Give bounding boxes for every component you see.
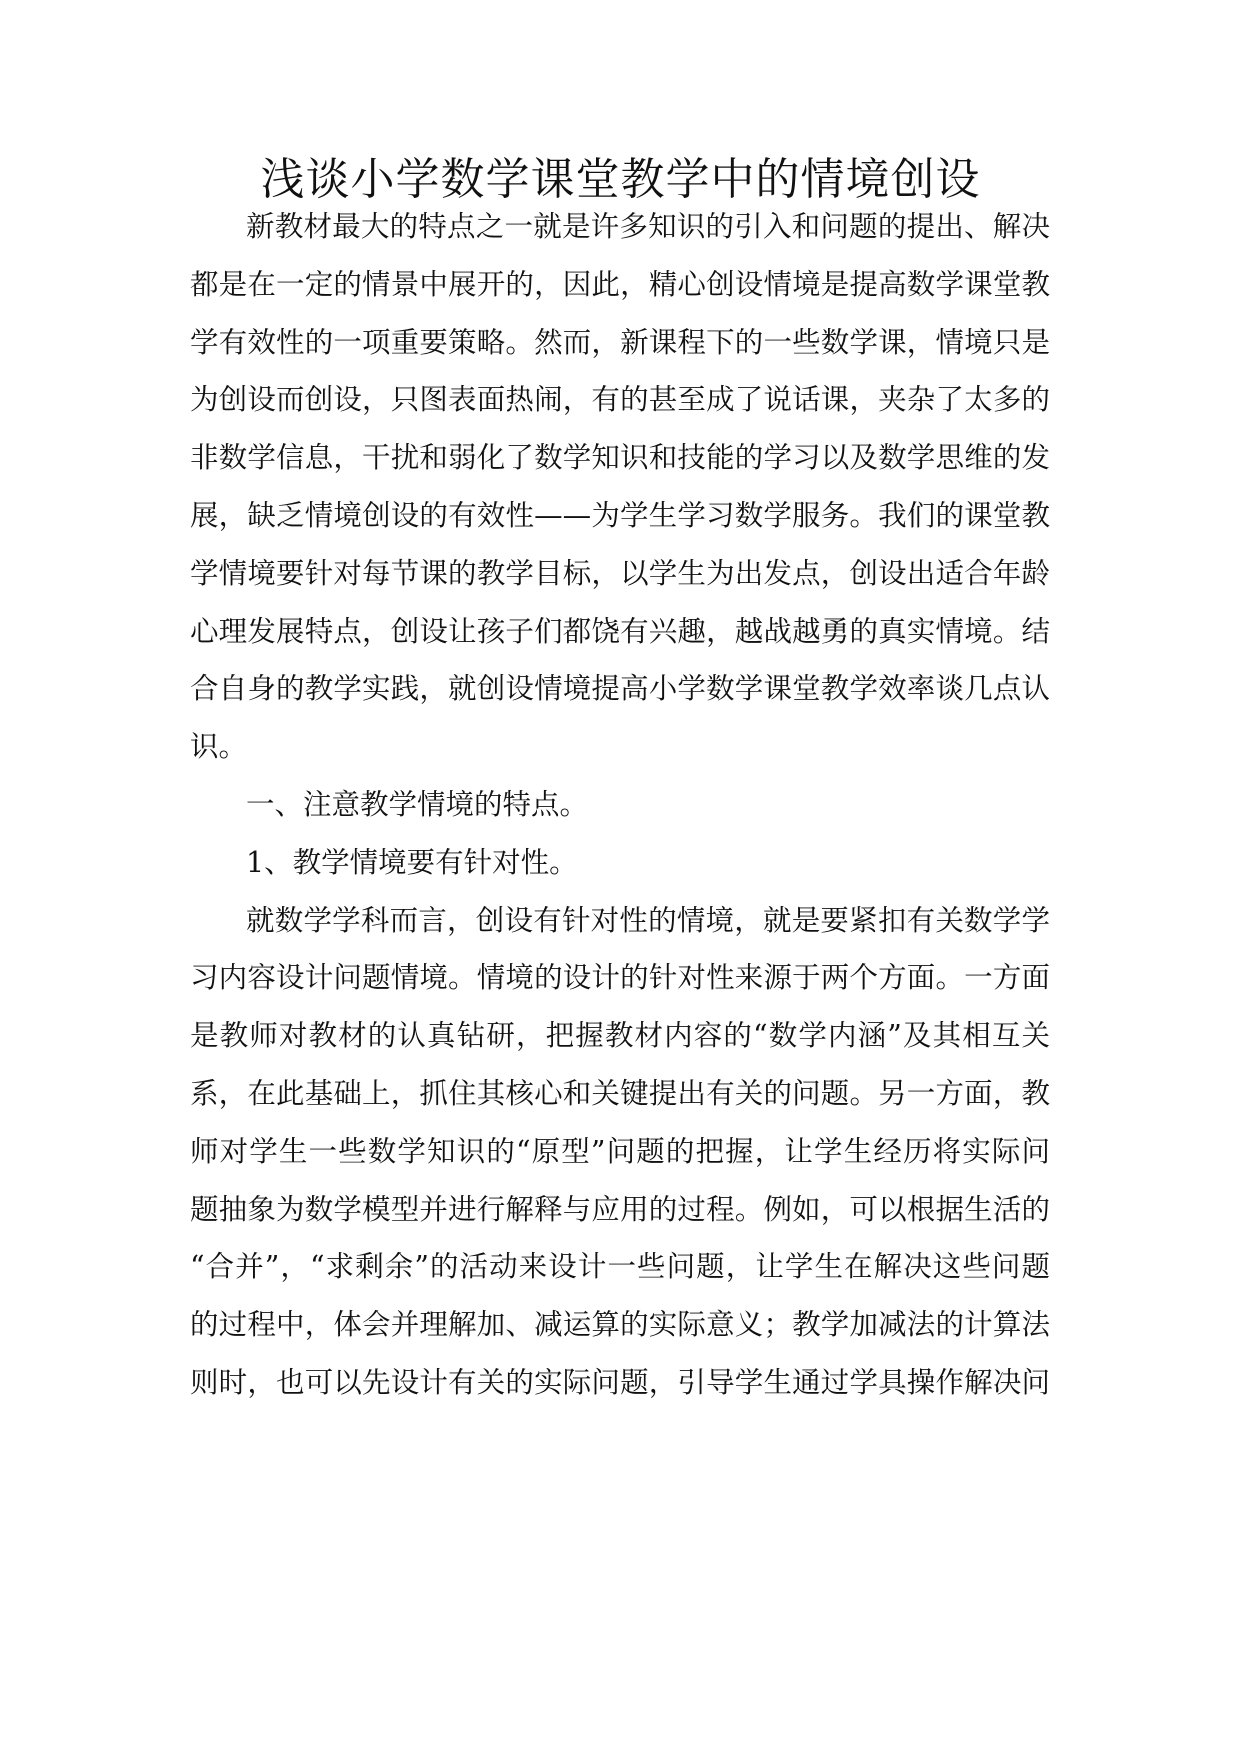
text-line: 则时，也可以先设计有关的实际问题，引导学生通过学具操作解决问 <box>190 1366 1050 1399</box>
text-line: 为创设而创设，只图表面热闹，有的甚至成了说话课，夹杂了太多的 <box>190 383 1050 416</box>
text-line: 心理发展特点，创设让孩子们都饶有兴趣，越战越勇的真实情境。结 <box>190 615 1050 648</box>
text-line: 非数学信息，干扰和弱化了数学知识和技能的学习以及数学思维的发 <box>190 441 1050 474</box>
text-line: 系，在此基础上，抓住其核心和关键提出有关的问题。另一方面，教 <box>190 1077 1050 1110</box>
text-line: 习内容设计问题情境。情境的设计的针对性来源于两个方面。一方面 <box>190 961 1050 994</box>
text-line: 就数学学科而言，创设有针对性的情境，就是要紧扣有关数学学 <box>246 904 1050 937</box>
text-line: 学情境要针对每节课的教学目标，以学生为出发点，创设出适合年龄 <box>190 557 1050 590</box>
text-line: “合并”，“求剩余”的活动来设计一些问题，让学生在解决这些问题 <box>190 1250 1050 1283</box>
page-title: 浅谈小学数学课堂教学中的情境创设 <box>260 154 981 205</box>
text-line: 的过程中，体会并理解加、减运算的实际意义；教学加减法的计算法 <box>190 1308 1050 1341</box>
text-line: 展，缺乏情境创设的有效性——为学生学习数学服务。我们的课堂教 <box>190 499 1050 532</box>
text-line: 师对学生一些数学知识的“原型”问题的把握，让学生经历将实际问 <box>190 1135 1050 1168</box>
text-line: 学有效性的一项重要策略。然而，新课程下的一些数学课，情境只是 <box>190 326 1050 359</box>
text-line: 题抽象为数学模型并进行解释与应用的过程。例如，可以根据生活的 <box>190 1193 1050 1226</box>
text-line: 识。 <box>190 730 248 763</box>
text-line: 新教材最大的特点之一就是许多知识的引入和问题的提出、解决 <box>246 210 1050 243</box>
subsection-heading: 1、教学情境要有针对性。 <box>246 846 578 879</box>
section-heading: 一、注意教学情境的特点。 <box>246 788 589 821</box>
text-line: 是教师对教材的认真钻研，把握教材内容的“数学内涵”及其相互关 <box>190 1019 1050 1052</box>
text-line: 都是在一定的情景中展开的，因此，精心创设情境是提高数学课堂教 <box>190 268 1050 301</box>
text-line: 合自身的教学实践，就创设情境提高小学数学课堂教学效率谈几点认 <box>190 672 1050 705</box>
